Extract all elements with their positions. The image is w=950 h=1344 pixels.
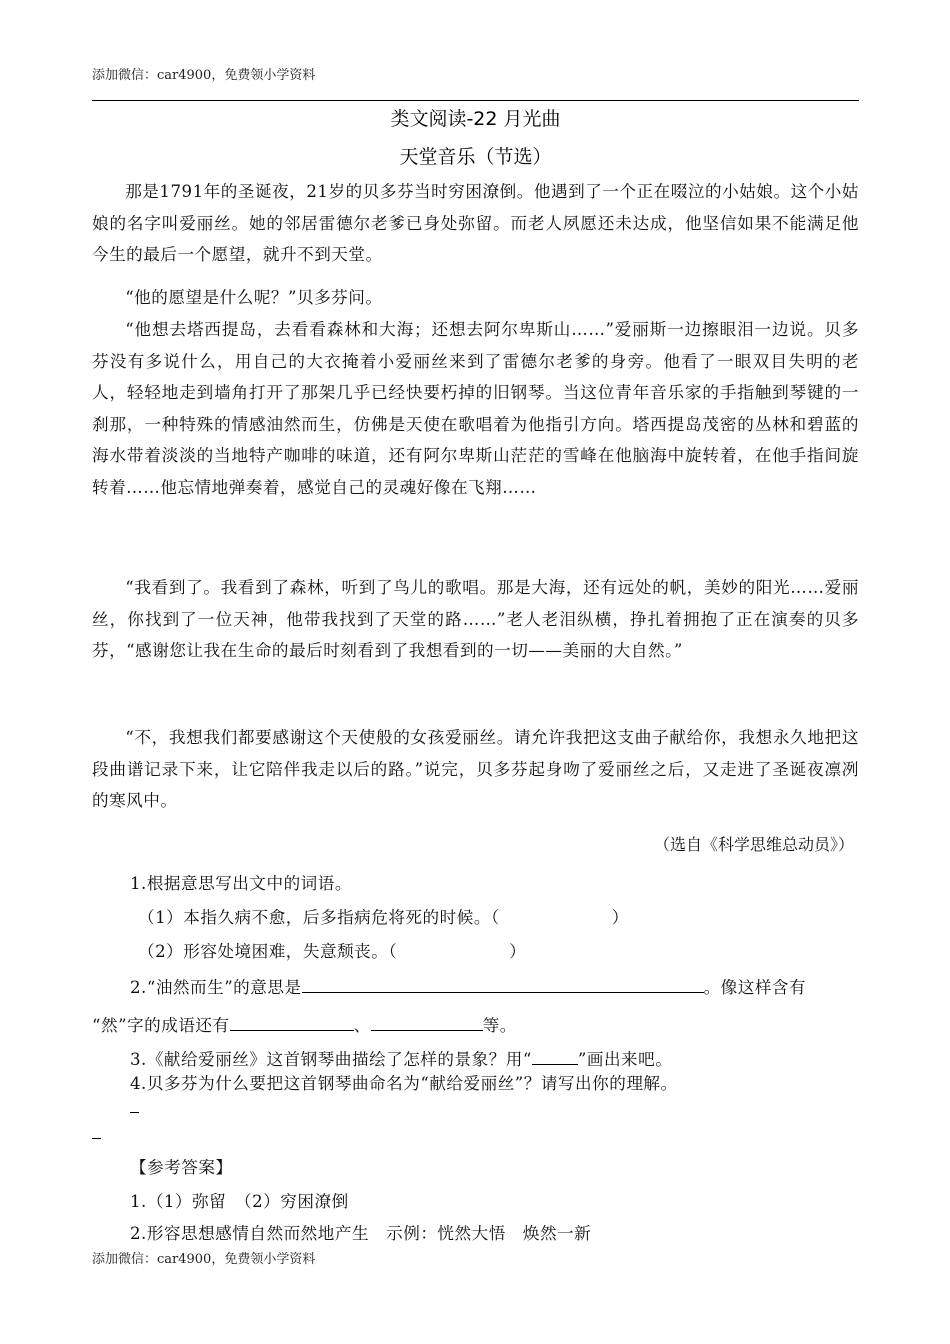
paragraph-1: 那是1791年的圣诞夜，21岁的贝多芬当时穷困潦倒。他遇到了一个正在啜泣的小姑娘。这个小姑娘的名字叫爱丽丝。她的邻居雷德尔老爹已身处弥留。而老人夙愿还未达成，他坚信如果不能满足他今生的最后一个愿望，就升不到天堂。: [92, 182, 859, 264]
paragraph-4: “我看到了。我看到了森林，听到了鸟儿的歌唱。那是大海，还有远处的帆，美妙的阳光……爱丽丝，你找到了一位天神，他带我找到了天堂的路……”老人老泪纵横，挣扎着拥抱了正在演奏的贝多芬，“感谢您让我在生命的最后时刻看到了我想看到的一切——美丽的大自然。”: [92, 578, 859, 660]
passage-subtitle: 天堂音乐（节选）: [399, 146, 552, 168]
question-2-line-2: [92, 1012, 517, 1036]
question-3-text: 3.《献给爱丽丝》这首钢琴曲描绘了怎样的景象？用“: [130, 1050, 532, 1069]
question-1-2: [138, 938, 526, 962]
question-2-line-1: [130, 974, 806, 998]
question-3: [130, 1046, 672, 1070]
header-divider: [92, 100, 859, 101]
answer-2: 2.形容思想感情自然而然地产生 示例：恍然大悟 焕然一新: [130, 1224, 592, 1243]
question-1-2-close: ）: [509, 942, 527, 961]
answer-blank-2-meaning[interactable]: [302, 974, 704, 993]
question-1: 1.根据意思写出文中的词语。: [130, 874, 352, 893]
header-watermark-note: 添加微信：car4900，免费领小学资料: [92, 68, 316, 83]
answer-line-stub-2[interactable]: [92, 1138, 101, 1139]
footer-watermark-note: 添加微信：car4900，免费领小学资料: [92, 1252, 316, 1267]
answer-blank-2-idiom-1[interactable]: [230, 1012, 354, 1031]
underline-sample: [532, 1046, 578, 1065]
answer-blank-2-idiom-2[interactable]: [371, 1012, 483, 1031]
answer-key-heading: 【参考答案】: [130, 1158, 233, 1177]
paragraph-3: “他想去塔西提岛，去看看森林和大海；还想去阿尔卑斯山……”爱丽斯一边擦眼泪一边说。贝多芬没有多说什么，用自己的大衣掩着小爱丽丝来到了雷德尔老爹的身旁。他看了一眼双目失明的老人，轻轻地走到墙角打开了那架几乎已经快要朽掉的旧钢琴。当这位青年音乐家的手指触到琴键的一刹那，一种特殊的情感油然而生，仿佛是天使在歌唱着为他指引方向。塔西提岛茂密的丛林和碧蓝的海水带着淡淡的当地特产咖啡的味道，还有阿尔卑斯山茫茫的雪峰在他脑海中旋转着，在他手指间旋转着……他忘情地弹奏着，感觉自己的灵魂好像在飞翔……: [92, 320, 859, 497]
question-1-1-text: （1）本指久病不愈，后多指病危将死的时候。（: [138, 908, 500, 927]
question-2-idiom-text: “然”字的成语还有: [92, 1016, 230, 1035]
question-3-text-end: ”画出来吧。: [577, 1050, 673, 1069]
question-4: 4.贝多芬为什么要把这首钢琴曲命名为“献给爱丽丝”？请写出你的理解。: [130, 1074, 678, 1093]
answer-1: 1.（1）弥留 （2）穷困潦倒: [130, 1192, 349, 1211]
question-1-2-text: （2）形容处境困难，失意颓丧。（: [138, 942, 398, 961]
question-2-end: 等。: [482, 1016, 517, 1035]
question-1-1-close: ）: [611, 908, 629, 927]
question-2-text-cont: 。像这样含有: [703, 978, 807, 997]
question-2-separator: 、: [353, 1016, 371, 1035]
question-2-text: 2.“油然而生”的意思是: [130, 978, 302, 997]
paragraph-5: “不，我想我们都要感谢这个天使般的女孩爱丽丝。请允许我把这支曲子献给你，我想永久地把这段曲谱记录下来，让它陪伴我走以后的路。”说完，贝多芬起身吻了爱丽丝之后，又走进了圣诞夜凛冽的寒风中。: [92, 728, 859, 810]
question-1-1: [138, 904, 629, 928]
source-citation: （选自《科学思维总动员》）: [653, 835, 854, 854]
paragraph-2: “他的愿望是什么呢？”贝多芬问。: [125, 288, 383, 307]
answer-line-stub-1[interactable]: [130, 1112, 139, 1113]
page-title: 类文阅读-22 月光曲: [390, 108, 561, 130]
